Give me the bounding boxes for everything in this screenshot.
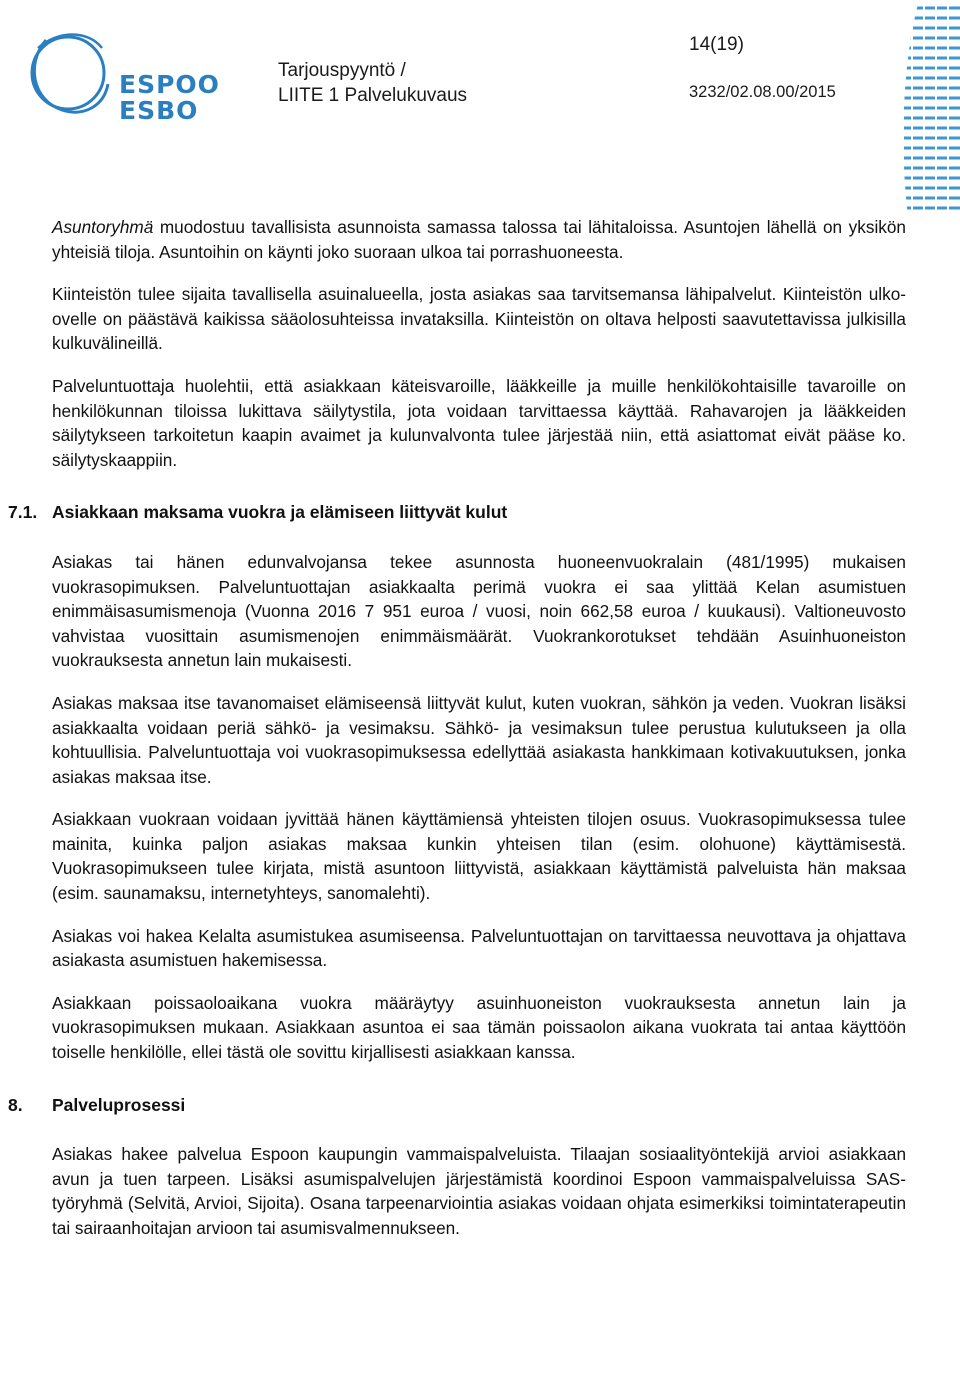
- section-number: 8.: [8, 1094, 23, 1115]
- paragraph-sailytys: Palveluntuottaja huolehtii, että asiakkaan käteisvaroille, lääkkeille ja muille henkilökohtaisille tavaroille on henkilökunnan tiloissa lukittava säilytystila, jota voidaan tarvittaessa käyttää. Rahavarojen ja lääkkeiden säilytykseen tarkoitetun kaapin avaimet ja kulunvalvonta tulee järjestää niin, että asiattomat eivät pääse ko. säilytyskaappiin.: [52, 375, 906, 470]
- paragraph-vuokrasopimus: Asiakas tai hänen edunvalvojansa tekee asunnosta huoneenvuokralain (481/1995) mukaisen vuokrasopimuksen. Palveluntuottajan asiakkaalta perimä vuokra ei saa ylittää Kelan asumistuen enimmäisasumismenoja (Vuonna 2016 7 951 euroa / vuosi, noin 662,58 euroa / kuukausi). Valtioneuvosto vahvistaa vuosittain asumismenojen enimmäismäärät. Vuokrankorotukset tehdään Asuinhuoneiston vuokrauksesta annetun lain mukaisesti.: [52, 551, 906, 671]
- paragraph-yhteiset-tilat: Asiakkaan vuokraan voidaan jyvittää hänen käyttämiensä yhteisten tilojen osuus. Vuokrasopimuksessa tulee mainita, kuinka paljon asiakas maksaa kunkin yhteisen tilan (esim. olohuone) käyttämisestä. Vuokrasopimukseen tulee kirjata, mistä asuntoon liittyvistä, asiakkaan käyttämistä palveluista hän maksaa (esim. saunamaksu, internetyhteys, sanomalehti).: [52, 809, 906, 904]
- paragraph-asumistuki: Asiakas voi hakea Kelalta asumistukea asumiseensa. Palveluntuottajan on tarvittaessa neuvottava ja ohjattava asiakasta asumistuen hakemisessa.: [52, 925, 906, 971]
- document-title-line2: LIITE 1 Palvelukuvaus: [278, 85, 468, 106]
- page-number: 14(19): [689, 34, 744, 55]
- italic-term: Asuntoryhmä: [52, 217, 154, 237]
- document-title-line1: Tarjouspyyntö /: [278, 60, 406, 81]
- corner-decoration-icon: [898, 4, 960, 216]
- paragraph-text: muodostuu tavallisista asunnoista samassa talossa tai lähitaloissa. Asuntojen lähellä on yksikön yhteisiä tiloja. Asuntoihin on käynti joko suoraan ulkoa tai porrashuoneesta.: [52, 217, 906, 262]
- document-body: [8, 215, 906, 1259]
- paragraph-asuntoryhma: [52, 215, 906, 264]
- section-heading-8: [8, 1093, 906, 1118]
- espoo-logo: [18, 18, 220, 125]
- paragraph-poissaolo: Asiakkaan poissaoloaikana vuokra määräytyy asuinhuoneiston vuokrauksesta annetun lain ja vuokrasopimuksen mukaan. Asiakkaan asuntoa ei saa tämän poissaolon aikana vuokrata tai antaa käyttöön toiselle henkilölle, ellei tästä ole sovittu kirjallisesti asiakkaan kanssa.: [52, 992, 906, 1063]
- section-title: Asiakkaan maksama vuokra ja elämiseen liittyvät kulut: [52, 502, 508, 523]
- document-title: [278, 58, 467, 108]
- section-heading-7-1: [8, 500, 906, 525]
- section-number: 7.1.: [8, 502, 38, 523]
- document-reference: 3232/02.08.00/2015: [689, 83, 836, 101]
- paragraph-kulut: Asiakas maksaa itse tavanomaiset elämiseensä liittyvät kulut, kuten vuokran, sähkön ja veden. Vuokran lisäksi asiakkaalta voidaan periä sähkö- ja vesimaksu. Sähkö- ja vesimaksun tulee perustua kulutukseen ja olla kohtuullisia. Palveluntuottaja voi vuokrasopimuksessa edellyttää asiakasta hankkimaan kotivakuutuksen, jonka asiakas maksaa itse.: [52, 692, 906, 787]
- paragraph-kiinteisto: Kiinteistön tulee sijaita tavallisella asuinalueella, josta asiakas saa tarvitsemansa lähipalvelut. Kiinteistön ulko-ovelle on päästävä kaikissa sääolosuhteissa invataksilla. Kiinteistön on oltava helposti saavutettavissa julkisilla kulkuvälineillä.: [52, 284, 906, 354]
- paragraph-palveluprosessi: Asiakas hakee palvelua Espoon kaupungin vammaispalveluista. Tilaajan sosiaalityöntekijä arvioi asiakkaan avun ja tuen tarpeen. Lisäksi asumispalvelujen järjestämistä koordinoi Espoon vammaispalveluissa SAS-työryhmä (Selvitä, Arvioi, Sijoita). Osana tarpeenarviointia asiakas voidaan ohjata esimerkiksi toimintaterapeutin tai sairaanhoitajan arvioon tai asumisvalmennukseen.: [52, 1144, 906, 1238]
- section-title: Palveluprosessi: [52, 1094, 186, 1115]
- espoo-logo-text: ESPOO ESBO: [119, 70, 220, 125]
- espoo-logo-mark-icon: [18, 18, 123, 123]
